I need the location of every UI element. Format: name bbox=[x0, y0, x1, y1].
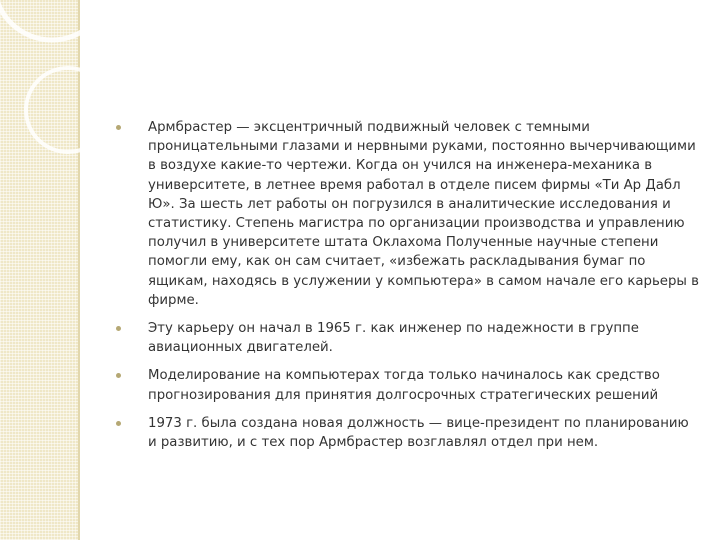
bullet-text: 1973 г. была создана новая должность — вице-президент по планированию и развитию, и с тех пор Армбрастер возглавлял отдел при нем. bbox=[148, 415, 689, 451]
decorative-circle-large bbox=[0, 0, 80, 40]
list-item bbox=[110, 366, 700, 404]
bullet-text: Армбрастер — эксцентричный подвижный человек с темными проницательными глазами и нервными руками, постоянно вычерчивающими в воздухе какие-то чертежи. Когда он учился на инженера-механика в университете, в летнее время работал в отделе писем фирмы «Ти Ар Дабл Ю». За шесть лет работы он погрузился в аналитические исследования и статистику. Степень магистра по организации производства и управлению получил в университете штата Оклахома Полученные научные степени помогли ему, как он сам считает, «избежать раскладывания бумаг по ящикам, находясь в услужении у компьютера» в самом начале его карьеры в фирме. bbox=[148, 120, 699, 308]
list-item bbox=[110, 414, 700, 452]
list-item bbox=[110, 319, 700, 357]
bullet-dot bbox=[116, 421, 121, 426]
bullet-dot bbox=[116, 125, 121, 130]
decorative-circles bbox=[0, 0, 80, 540]
bullet-list bbox=[110, 118, 700, 461]
bullet-dot bbox=[116, 373, 121, 378]
decorative-circle-small bbox=[26, 68, 80, 152]
bullet-text: Эту карьеру он начал в 1965 г. как инженер по надежности в группе авиационных двигателей. bbox=[148, 321, 639, 356]
bullet-dot bbox=[116, 326, 121, 331]
list-item bbox=[110, 118, 700, 310]
bullet-text: Моделирование на компьютерах тогда только начиналось как средство прогнозирования для принятия долгосрочных стратегических решений bbox=[148, 368, 660, 403]
